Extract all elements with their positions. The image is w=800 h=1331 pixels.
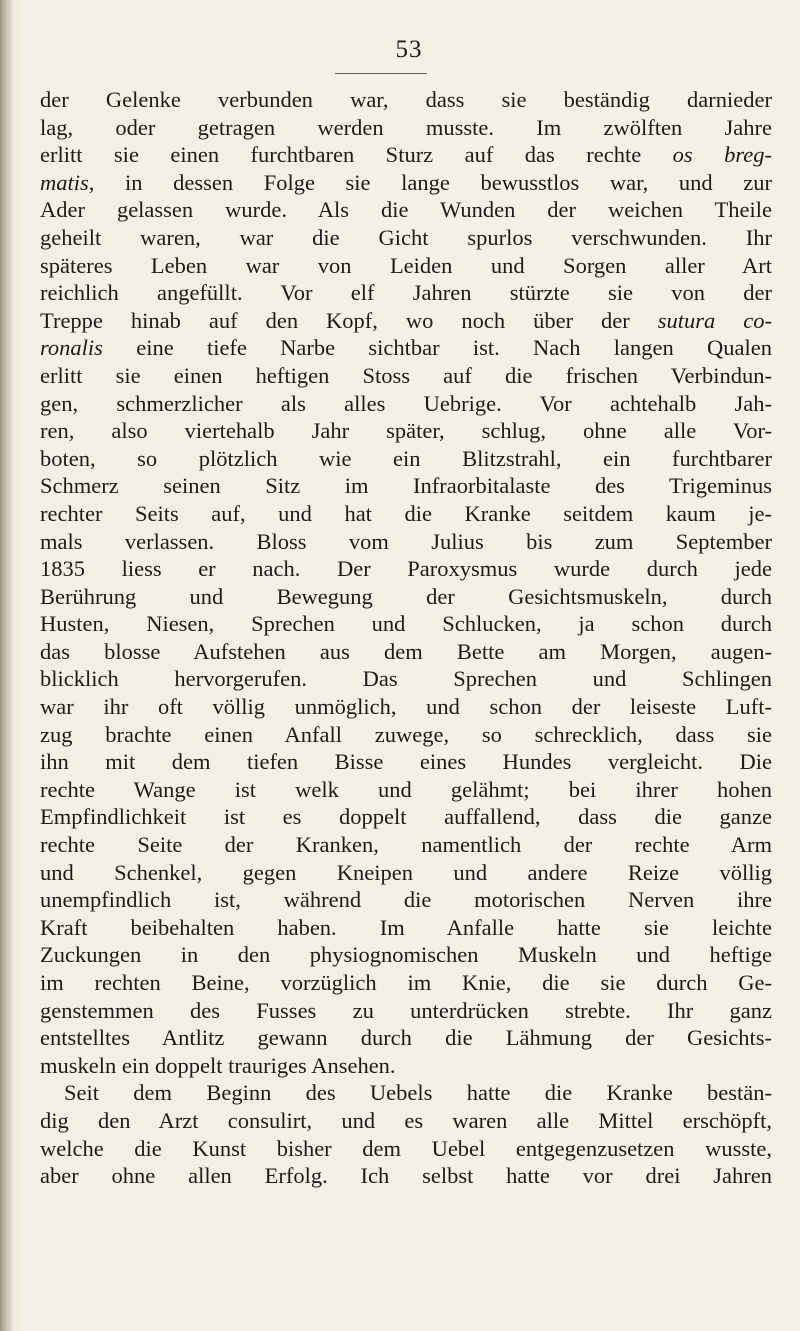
text-line-32: Zuckungen in den physiognomischen Muskeln und heftige <box>40 942 772 968</box>
text-line-34: genstemmen des Fusses zu unterdrücken strebte. Ihr ganz <box>40 997 772 1023</box>
text-line-3: erlitt sie einen furchtbaren Sturz auf das rechte os breg- <box>40 142 772 168</box>
text-line-36: muskeln ein doppelt trauriges Ansehen. <box>40 1052 396 1078</box>
text-line-40: aber ohne allen Erfolg. Ich selbst hatte vor drei Jahren <box>40 1163 772 1189</box>
text-line-18: 1835 liess er nach. Der Paroxysmus wurde durch jede <box>40 556 772 582</box>
binding-edge <box>0 0 14 1331</box>
text-line-10: ronalis eine tiefe Narbe sichtbar ist. Nach langen Qualen <box>40 335 772 361</box>
text-line-12: gen, schmerzlicher als alles Uebrige. Vor achtehalb Jah- <box>40 390 772 416</box>
text-line-1: der Gelenke verbunden war, dass sie beständig darnieder <box>40 87 772 112</box>
text-line-26: rechte Wange ist welk und gelähmt; bei ihrer hohen <box>40 776 772 802</box>
text-line-4: matis, in dessen Folge sie lange bewusstlos war, und zur <box>40 169 772 195</box>
text-line-39: welche die Kunst bisher dem Uebel entgegenzusetzen wusste, <box>40 1135 772 1161</box>
text-line-33: im rechten Beine, vorzüglich im Knie, die sie durch Ge- <box>40 970 772 995</box>
text-line-13: ren, also viertehalb Jahr später, schlug, ohne alle Vor- <box>40 418 772 444</box>
text-line-14: boten, so plötzlich wie ein Blitzstrahl, ein furchtbarer <box>40 445 772 471</box>
text-line-27: Empfindlichkeit ist es doppelt auffallend, dass die ganze <box>40 804 772 830</box>
text-line-23: war ihr oft völlig unmöglich, und schon der leiseste Luft- <box>40 694 772 720</box>
text-line-11: erlitt sie einen heftigen Stoss auf die frischen Verbindun- <box>40 362 772 388</box>
text-line-2: lag, oder getragen werden musste. Im zwölften Jahre <box>40 114 772 140</box>
text-line-37: Seit dem Beginn des Uebels hatte die Kranke bestän- <box>64 1080 772 1106</box>
text-line-6: geheilt waren, war die Gicht spurlos verschwunden. Ihr <box>40 224 772 250</box>
body-text <box>40 86 772 1190</box>
text-line-22: blicklich hervorgerufen. Das Sprechen und Schlingen <box>40 666 772 692</box>
page-header <box>0 36 800 64</box>
text-line-25: ihn mit dem tiefen Bisse eines Hundes verglеicht. Die <box>40 749 772 775</box>
text-line-28: rechte Seite der Kranken, namentlich der rechte Arm <box>40 832 772 858</box>
text-line-20: Husten, Niesen, Sprechen und Schlucken, ja schon durch <box>40 611 772 637</box>
text-line-7: späteres Leben war von Leiden und Sorgen aller Art <box>40 252 772 278</box>
header-rule <box>335 73 427 74</box>
text-line-35: entstelltes Antlitz gewann durch die Lähmung der Gesichts- <box>40 1025 772 1051</box>
page-number: 53 <box>395 36 423 63</box>
text-line-38: dig den Arzt consulirt, und es waren alle Mittel erschöpft, <box>40 1107 772 1133</box>
text-line-21: das blosse Aufstehen aus dem Bette am Morgen, augen- <box>40 638 772 664</box>
text-line-15: Schmerz seinen Sitz im Infraorbitalaste des Trigeminus <box>40 473 772 499</box>
text-line-8: reichlich angefüllt. Vor elf Jahren stürzte sie von der <box>40 280 772 306</box>
text-line-5: Ader gelassen wurde. Als die Wunden der weichen Theile <box>40 197 772 223</box>
text-line-30: unempfindlich ist, während die motorischen Nerven ihre <box>40 887 772 913</box>
text-line-9: Treppe hinab auf den Kopf, wo noch über der sutura co- <box>40 307 772 333</box>
text-line-31: Kraft beibehalten haben. Im Anfalle hatte sie leichte <box>40 914 772 940</box>
text-line-29: und Schenkel, gegen Kneipen und andere Reize völlig <box>40 859 772 885</box>
text-line-16: rechter Seits auf, und hat die Kranke seitdem kaum je- <box>40 500 772 526</box>
text-line-17: mals verlassen. Bloss vom Julius bis zum September <box>40 528 772 554</box>
text-line-24: zug brachte einen Anfall zuwege, so schrecklich, dass sie <box>40 721 772 747</box>
text-line-19: Berührung und Bewegung der Gesichtsmuskeln, durch <box>40 583 772 609</box>
